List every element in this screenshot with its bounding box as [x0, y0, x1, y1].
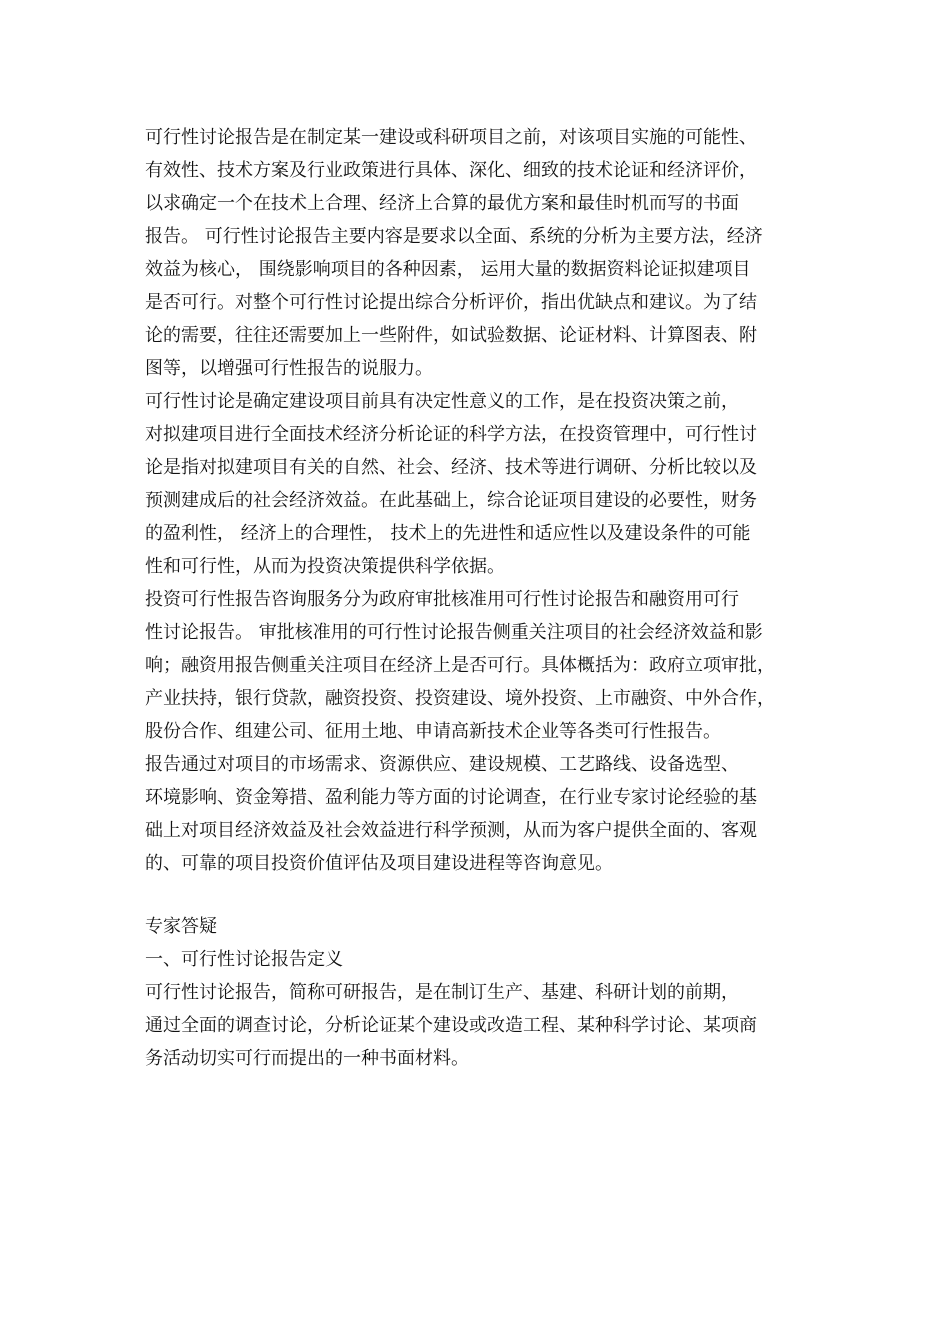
definition-paragraph: [145, 976, 811, 1075]
text-line: 的盈利性， 经济上的合理性， 技术上的先进性和适应性以及建设条件的可能: [145, 523, 751, 544]
paragraph-1: [145, 121, 811, 385]
text-line: 投资可行性报告咨询服务分为政府审批核准用可行性讨论报告和融资用可行: [145, 589, 739, 610]
text-line: 股份合作、组建公司、征用土地、申请高新技术企业等各类可行性报告。: [145, 721, 721, 742]
text-line: 务活动切实可行而提出的一种书面材料。: [145, 1048, 469, 1069]
text-line: 论的需要，往往还需要加上一些附件，如试验数据、论证材料、计算图表、附: [145, 325, 757, 346]
text-line: 图等，以增强可行性报告的说服力。: [145, 358, 433, 379]
text-line: 产业扶持，银行贷款，融资投资、投资建设、境外投资、上市融资、中外合作，: [145, 688, 775, 709]
paragraph-4: [145, 748, 811, 880]
text-line: 报告。 可行性讨论报告主要内容是要求以全面、系统的分析为主要方法，经济: [145, 226, 763, 247]
text-line: 有效性、技术方案及行业政策进行具体、深化、细致的技术论证和经济评价，: [145, 160, 757, 181]
text-line: 通过全面的调查讨论，分析论证某个建设或改造工程、某种科学讨论、某项商: [145, 1015, 757, 1036]
paragraph-3: [145, 583, 811, 748]
text-line: 预测建成后的社会经济效益。在此基础上，综合论证项目建设的必要性，财务: [145, 490, 757, 511]
text-line: 论是指对拟建项目有关的自然、社会、经济、技术等进行调研、分析比较以及: [145, 457, 757, 478]
text-line: 是否可行。对整个可行性讨论提出综合分析评价，指出优缺点和建议。为了结: [145, 292, 757, 313]
text-line: 报告通过对项目的市场需求、资源供应、建设规模、工艺路线、设备选型、: [145, 754, 739, 775]
text-line: 性和可行性，从而为投资决策提供科学依据。: [145, 556, 505, 577]
text-line: 可行性讨论是确定建设项目前具有决定性意义的工作，是在投资决策之前，: [145, 391, 739, 412]
text-line: 响；融资用报告侧重关注项目在经济上是否可行。具体概括为：政府立项审批，: [145, 655, 775, 676]
paragraph-gap: [145, 880, 811, 910]
text-line: 础上对项目经济效益及社会效益进行科学预测，从而为客户提供全面的、客观: [145, 820, 757, 841]
text-line: 可行性讨论报告，简称可研报告，是在制订生产、基建、科研计划的前期，: [145, 982, 739, 1003]
text-line: 环境影响、资金筹措、盈利能力等方面的讨论调查，在行业专家讨论经验的基: [145, 787, 757, 808]
section-title: 专家答疑: [145, 916, 217, 937]
subsection-title: 一、可行性讨论报告定义: [145, 949, 343, 970]
text-line: 效益为核心， 围绕影响项目的各种因素， 运用大量的数据资料论证拟建项目: [145, 259, 751, 280]
text-line: 性讨论报告。 审批核准用的可行性讨论报告侧重关注项目的社会经济效益和影: [145, 622, 763, 643]
document-body: [145, 121, 811, 1075]
text-line: 以求确定一个在技术上合理、经济上合算的最优方案和最佳时机而写的书面: [145, 193, 739, 214]
text-line: 对拟建项目进行全面技术经济分析论证的科学方法，在投资管理中，可行性讨: [145, 424, 757, 445]
text-line: 的、可靠的项目投资价值评估及项目建设进程等咨询意见。: [145, 853, 613, 874]
paragraph-2: [145, 385, 811, 583]
text-line: 可行性讨论报告是在制定某一建设或科研项目之前，对该项目实施的可能性、: [145, 127, 757, 148]
